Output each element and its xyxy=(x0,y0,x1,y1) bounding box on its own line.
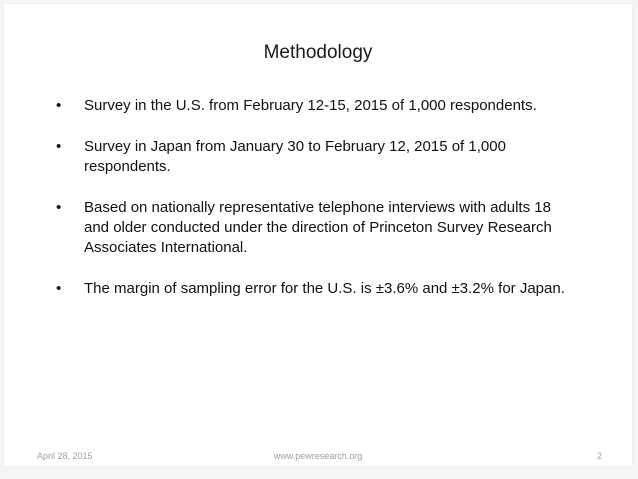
slide-title: Methodology xyxy=(263,42,373,63)
bullet-text: The margin of sampling error for the U.S. is ±3.6% and ±3.2% for Japan. xyxy=(84,280,565,297)
bullet-text: Survey in Japan from January 30 to February 12, 2015 of 1,000 respondents. xyxy=(84,138,506,175)
bullet-text: Survey in the U.S. from February 12-15, 2015 of 1,000 respondents. xyxy=(84,97,537,114)
page-number: 2 xyxy=(596,451,602,461)
bullet-item xyxy=(52,198,572,258)
footer-url[interactable]: www.pewresearch.org xyxy=(273,451,363,461)
bullet-text: Based on nationally representative telephone interviews with adults 18 and older conducted under the direction of Princeton Survey Research Associates International. xyxy=(84,199,552,256)
bullet-item xyxy=(52,96,572,116)
footer-date: April 28, 2015 xyxy=(37,451,93,461)
bullet-item xyxy=(52,279,572,299)
bullet-list xyxy=(52,96,572,299)
slide xyxy=(4,4,632,466)
bullet-marker: • xyxy=(56,280,62,297)
bullet-marker: • xyxy=(56,97,62,114)
bullet-marker: • xyxy=(56,138,62,155)
bullet-marker: • xyxy=(56,199,62,216)
bullet-item xyxy=(52,137,572,177)
